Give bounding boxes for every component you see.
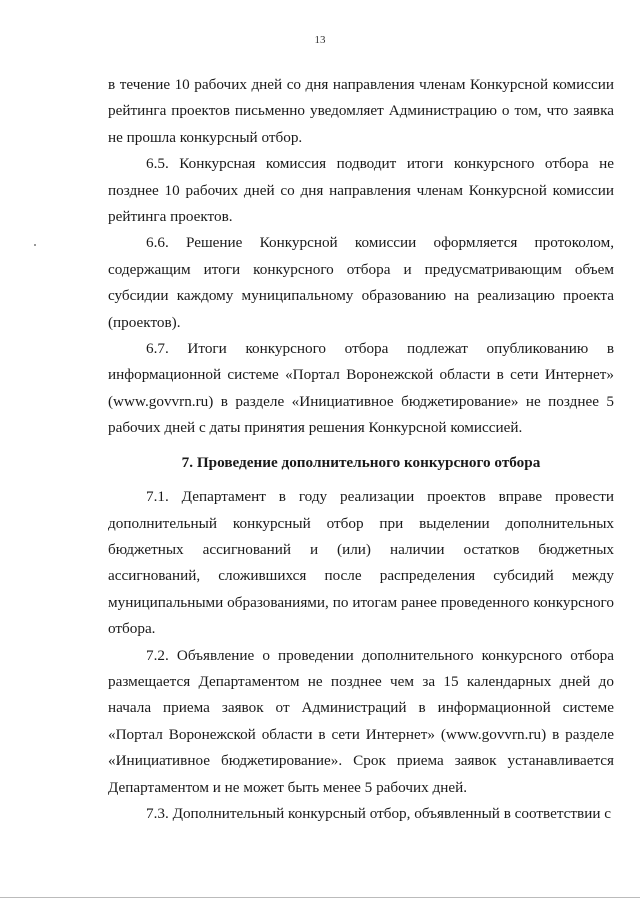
paragraph-7-3: 7.3. Дополнительный конкурсный отбор, объявленный в соответствии с (146, 804, 612, 822)
paragraph-7-1: 7.1. Департамент в году реализации проектов вправе провести дополнительный конкурсный отбор при выделении дополнительных бюджетных ассигнований и (или) наличии остатков бюджетных ассигнований, сложившихся после распределения субсидий между муниципальными образованиями, по итогам ранее проведенного конкурсного отбора. (108, 488, 614, 638)
section-heading: 7. Проведение дополнительного конкурсного отбора (181, 453, 541, 471)
page-number: 13 (314, 34, 326, 46)
paragraph-6-5: 6.5. Конкурсная комиссия подводит итоги конкурсного отбора не позднее 10 рабочих дней со дня направления членам Конкурсной комиссии рейтинга проектов. (108, 155, 614, 226)
scan-bottom-edge (0, 897, 640, 898)
document-body (108, 72, 614, 827)
paragraph-6-6: 6.6. Решение Конкурсной комиссии оформляется протоколом, содержащим итоги конкурсного отбора и предусматривающим объем субсидии каждому муниципальному образованию на реализацию проекта (проектов). (108, 234, 614, 331)
paragraph-6-7: 6.7. Итоги конкурсного отбора подлежат опубликованию в информационной системе «Портал Воронежской области в сети Интернет» (www.govvrn.ru) в разделе «Инициативное бюджетирование» не позднее 5 рабочих дней с даты принятия решения Конкурсной комиссией. (108, 340, 614, 437)
paragraph-7-2: 7.2. Объявление о проведении дополнительного конкурсного отбора размещается Департаментом не позднее чем за 15 календарных дней до начала приема заявок от Администраций в информационной системе «Портал Воронежской области в сети Интернет» (www.govvrn.ru) в разделе «Инициативное бюджетирование». Срок приема заявок устанавливается Департаментом и не может быть менее 5 рабочих дней. (108, 646, 614, 796)
scan-artifact-dot (34, 244, 36, 246)
paragraph-continuation: в течение 10 рабочих дней со дня направления членам Конкурсной комиссии рейтинга проектов письменно уведомляет Администрацию о том, что заявка не прошла конкурсный отбор. (108, 76, 614, 146)
